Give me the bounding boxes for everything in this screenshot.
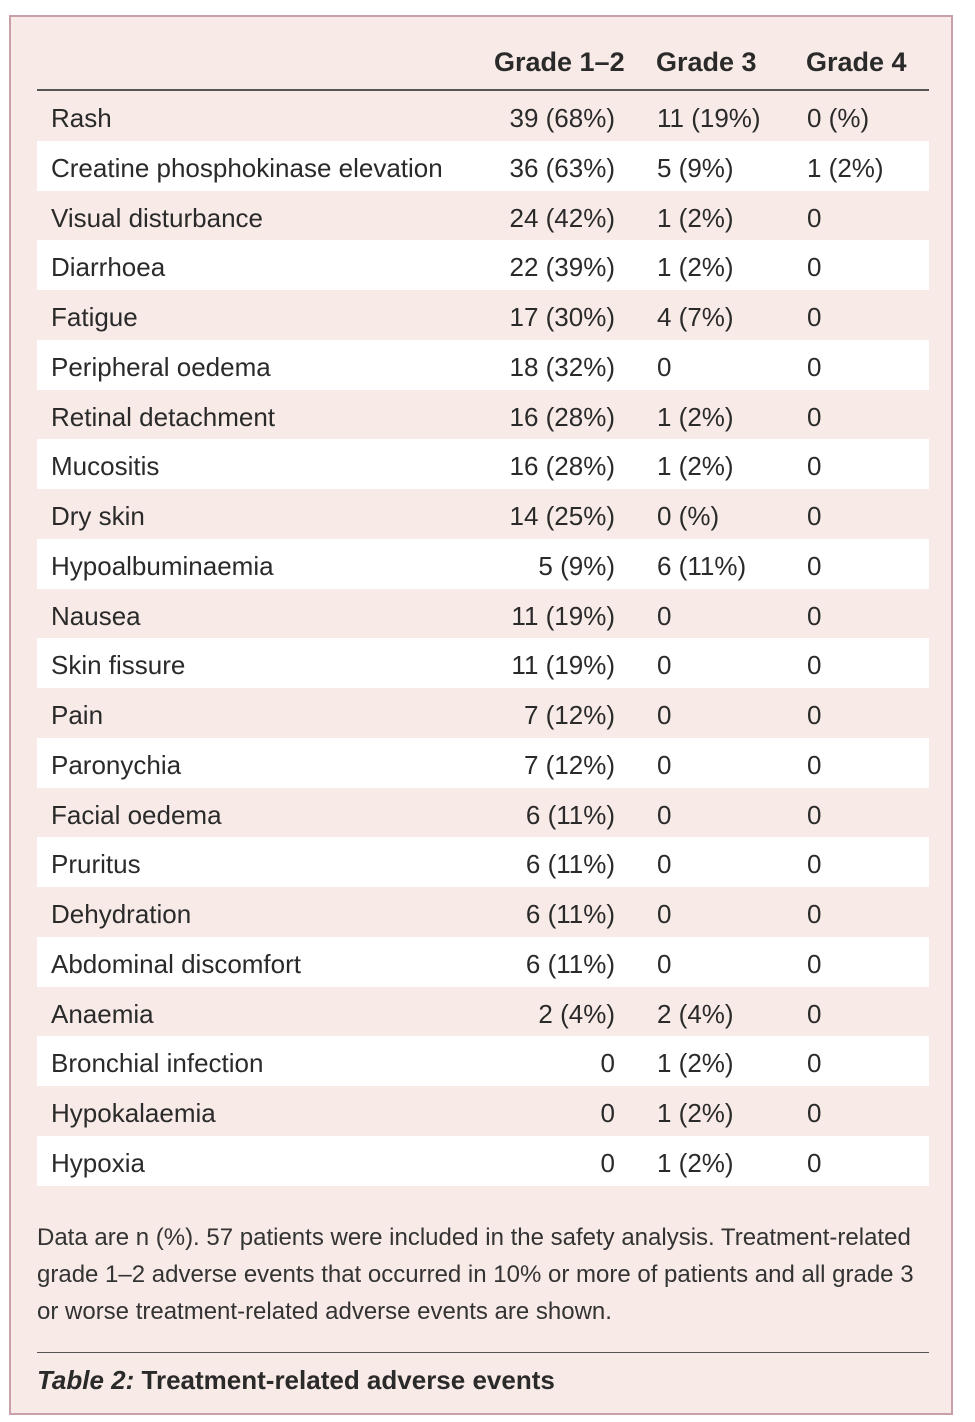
table-row — [37, 937, 929, 987]
cell-event: Diarrhoea — [51, 252, 166, 283]
table-row — [37, 91, 929, 141]
cell-grade-1-2: 24 (42%) — [509, 202, 615, 233]
table-row — [37, 390, 929, 440]
table-row — [37, 290, 929, 340]
cell-grade-3: 4 (7%) — [657, 302, 734, 332]
cell-event: Paronychia — [51, 749, 182, 780]
cell-grade-1-2: 6 (11%) — [525, 799, 615, 830]
cell-grade-3: 2 (4%) — [657, 998, 734, 1029]
cell-grade-4: 0 — [807, 1048, 822, 1079]
table-row — [37, 489, 929, 539]
cell-grade-4: 0 — [807, 600, 822, 631]
table-caption — [37, 1365, 555, 1396]
cell-event: Abdominal discomfort — [51, 948, 301, 979]
cell-grade-3: 1 (2%) — [657, 1147, 734, 1178]
cell-grade-4: 0 — [807, 1147, 822, 1178]
cell-event: Dry skin — [51, 501, 145, 531]
cell-grade-3: 1 (2%) — [657, 401, 734, 432]
cell-grade-4: 0 — [807, 899, 822, 929]
cell-event: Anaemia — [51, 998, 154, 1029]
cell-grade-1-2: 0 — [600, 1147, 615, 1178]
cell-grade-1-2: 17 (30%) — [509, 302, 615, 332]
table-row — [37, 738, 929, 788]
table-row — [37, 638, 929, 688]
cell-event: Pain — [51, 700, 104, 730]
cell-event: Visual disturbance — [51, 202, 263, 233]
caption-label: Table 2: — [37, 1365, 135, 1395]
cell-event: Bronchial infection — [51, 1048, 264, 1079]
cell-grade-4: 0 (%) — [807, 103, 870, 133]
cell-grade-1-2: 39 (68%) — [509, 103, 615, 133]
cell-event: Skin fissure — [51, 650, 186, 681]
table-row — [37, 589, 929, 639]
adverse-events-table — [37, 37, 929, 1186]
cell-grade-3: 0 — [657, 948, 672, 979]
cell-grade-4: 0 — [807, 501, 822, 531]
cell-grade-4: 0 — [807, 998, 822, 1029]
cell-grade-4: 0 — [807, 302, 822, 332]
cell-event: Facial oedema — [51, 799, 222, 830]
cell-grade-4: 0 — [807, 451, 822, 482]
cell-grade-4: 0 — [807, 252, 822, 283]
cell-grade-4: 0 — [807, 1098, 822, 1128]
cell-grade-1-2: 7 (12%) — [523, 749, 615, 780]
cell-grade-4: 0 — [807, 700, 822, 730]
cell-event: Rash — [51, 103, 112, 133]
table-row — [37, 439, 929, 489]
table-row — [37, 240, 929, 290]
cell-event: Hypoalbuminaemia — [51, 550, 274, 581]
cell-grade-3: 1 (2%) — [657, 1048, 734, 1079]
table-row — [37, 141, 929, 191]
cell-grade-4: 1 (2%) — [807, 152, 884, 183]
cell-grade-3: 0 — [657, 849, 672, 880]
cell-grade-1-2: 16 (28%) — [509, 451, 615, 482]
cell-event: Retinal detachment — [51, 401, 276, 432]
cell-grade-1-2: 22 (39%) — [509, 252, 615, 283]
table-body — [37, 91, 929, 1186]
cell-grade-1-2: 7 (12%) — [523, 700, 615, 730]
cell-event: Nausea — [51, 600, 141, 631]
cell-grade-1-2: 11 (19%) — [511, 650, 615, 681]
cell-event: Hypokalaemia — [51, 1098, 216, 1128]
table-row — [37, 788, 929, 838]
cell-grade-3: 11 (19%) — [657, 103, 761, 133]
cell-grade-3: 6 (11%) — [657, 550, 747, 581]
cell-grade-4: 0 — [807, 351, 822, 382]
cell-grade-1-2: 6 (11%) — [525, 899, 615, 929]
cell-grade-1-2: 6 (11%) — [525, 948, 615, 979]
cell-grade-4: 0 — [807, 401, 822, 432]
cell-grade-4: 0 — [807, 948, 822, 979]
cell-grade-4: 0 — [807, 202, 822, 233]
cell-event: Dehydration — [51, 899, 192, 929]
cell-grade-1-2: 11 (19%) — [511, 600, 615, 631]
cell-grade-4: 0 — [807, 749, 822, 780]
cell-grade-3: 0 — [657, 600, 672, 631]
cell-grade-1-2: 14 (25%) — [509, 501, 615, 531]
table-row — [37, 1136, 929, 1186]
cell-grade-3: 1 (2%) — [657, 1098, 734, 1128]
cell-event: Peripheral oedema — [51, 351, 271, 382]
cell-grade-3: 0 — [657, 749, 672, 780]
cell-grade-1-2: 18 (32%) — [509, 351, 615, 382]
cell-grade-3: 0 (%) — [657, 501, 720, 531]
cell-event: Hypoxia — [51, 1147, 145, 1178]
cell-grade-4: 0 — [807, 849, 822, 880]
cell-event: Creatine phosphokinase elevation — [51, 152, 443, 183]
table-row — [37, 539, 929, 589]
cell-grade-4: 0 — [807, 650, 822, 681]
caption-divider — [37, 1352, 929, 1353]
cell-grade-3: 0 — [657, 351, 672, 382]
cell-grade-1-2: 36 (63%) — [509, 152, 615, 183]
cell-grade-3: 1 (2%) — [657, 252, 734, 283]
table-header — [37, 37, 929, 91]
table-row — [37, 887, 929, 937]
cell-grade-1-2: 6 (11%) — [525, 849, 615, 880]
cell-event: Mucositis — [51, 451, 160, 482]
table-row — [37, 987, 929, 1037]
cell-event: Fatigue — [51, 302, 138, 332]
table-row — [37, 340, 929, 390]
cell-grade-3: 1 (2%) — [657, 202, 734, 233]
cell-grade-1-2: 2 (4%) — [538, 998, 615, 1029]
cell-grade-1-2: 0 — [600, 1048, 615, 1079]
cell-grade-4: 0 — [807, 550, 822, 581]
column-header-grade-4: Grade 4 — [806, 47, 907, 77]
table-footnote: Data are n (%). 57 patients were included in the safety analysis. Treatment-related grade 1–2 adverse events that occurred in 10% or more of patients and all grade 3 or worse treatment-related adverse events are shown. — [37, 1224, 914, 1325]
table-row — [37, 837, 929, 887]
cell-grade-1-2: 0 — [600, 1098, 615, 1128]
table-row — [37, 1036, 929, 1086]
caption-title: Treatment-related adverse events — [134, 1365, 555, 1395]
cell-grade-3: 1 (2%) — [657, 451, 734, 482]
cell-event: Pruritus — [51, 849, 141, 880]
table-row — [37, 1086, 929, 1136]
cell-grade-3: 0 — [657, 799, 672, 830]
cell-grade-4: 0 — [807, 799, 822, 830]
column-header-grade-3: Grade 3 — [656, 47, 757, 77]
column-header-grade-1-2: Grade 1–2 — [494, 47, 625, 77]
cell-grade-3: 0 — [657, 650, 672, 681]
cell-grade-3: 0 — [657, 700, 672, 730]
cell-grade-1-2: 5 (9%) — [538, 550, 615, 581]
cell-grade-3: 5 (9%) — [657, 152, 734, 183]
table-card — [9, 15, 953, 1415]
table-row — [37, 191, 929, 241]
cell-grade-1-2: 16 (28%) — [509, 401, 615, 432]
table-row — [37, 688, 929, 738]
cell-grade-3: 0 — [657, 899, 672, 929]
